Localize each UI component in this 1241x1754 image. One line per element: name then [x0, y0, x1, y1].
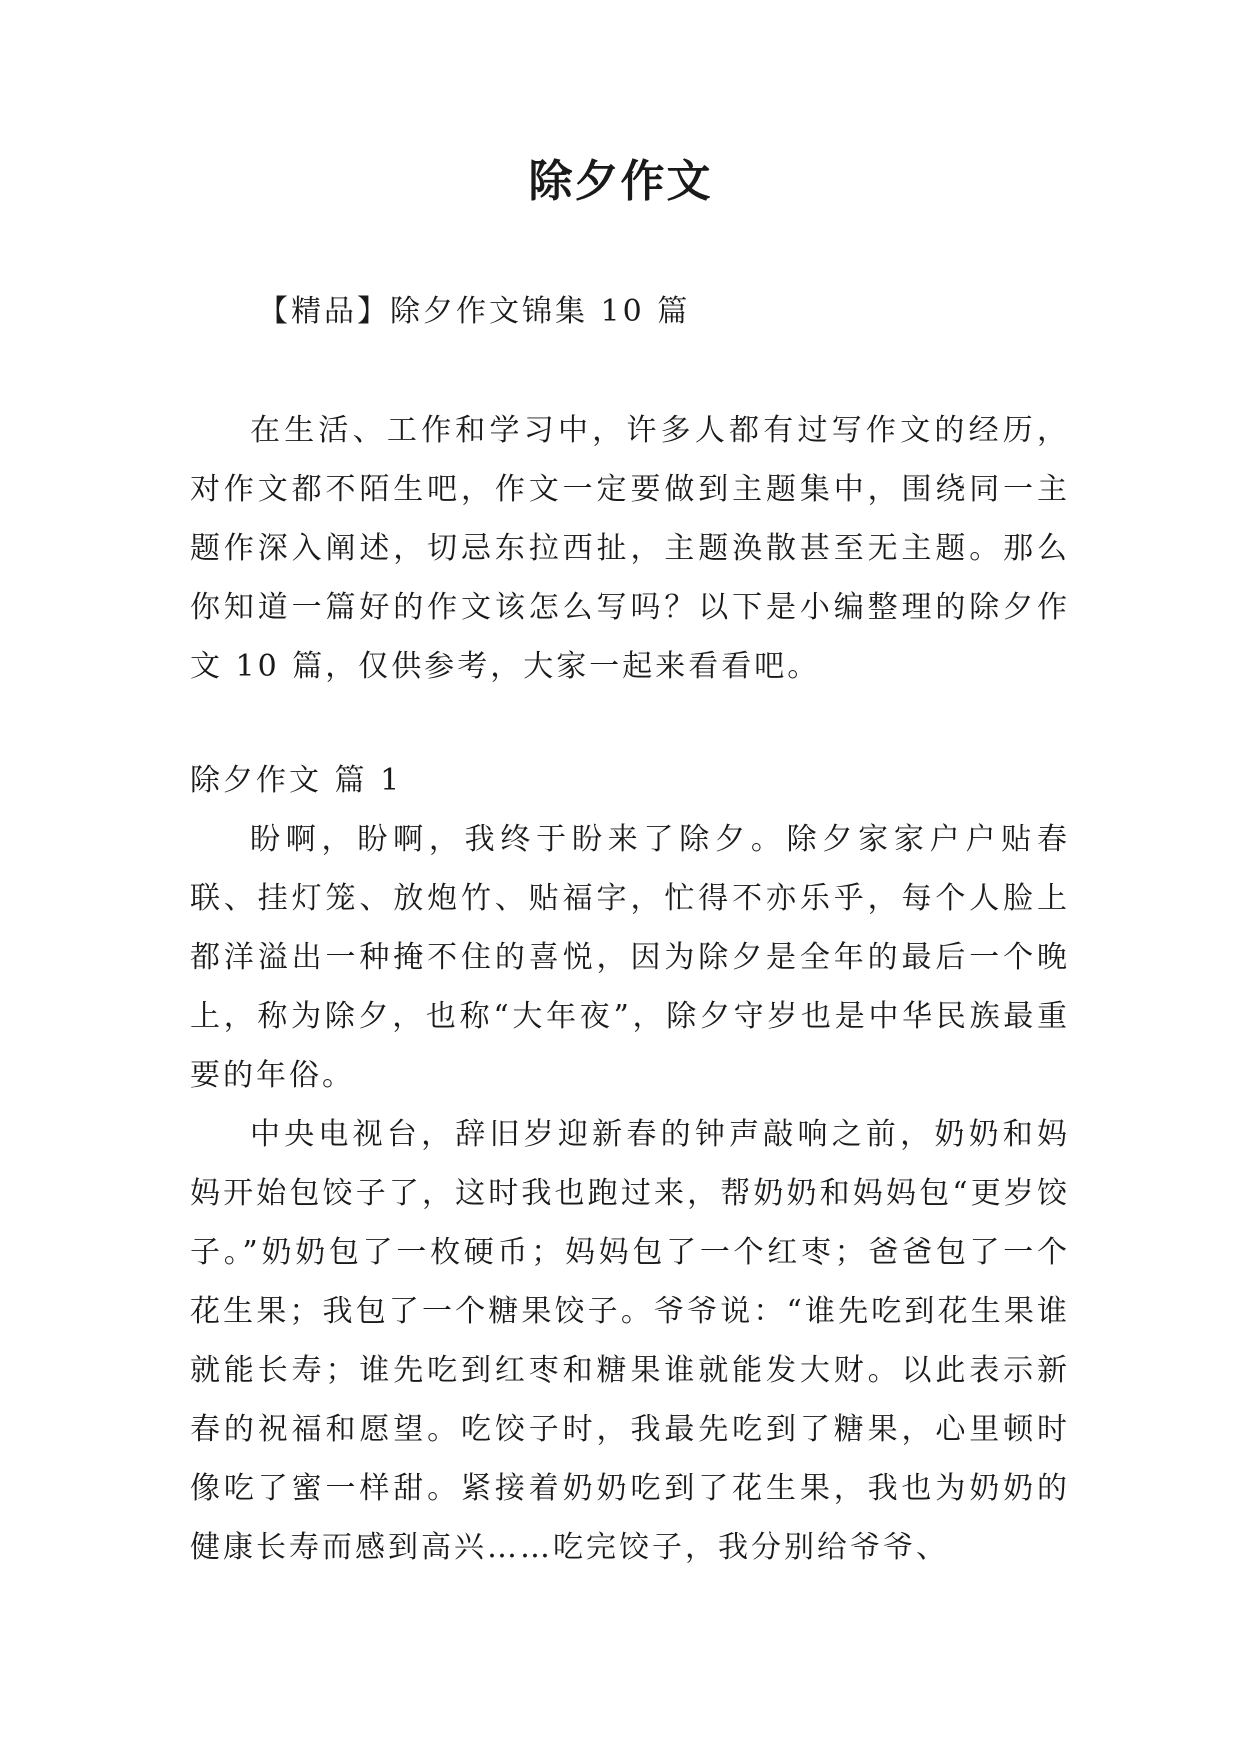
document-title: 除夕作文: [528, 156, 713, 207]
intro-section: [190, 401, 1070, 696]
section-1-body: [190, 810, 1070, 1577]
intro-paragraph: 在生活、工作和学习中，许多人都有过写作文的经历，对作文都不陌生吧，作文一定要做到主题集中，围绕同一主题作深入阐述，切忌东拉西扯，主题涣散甚至无主题。那么你知道一篇好的作文该怎么写吗？以下是小编整理的除夕作文 10 篇，仅供参考，大家一起来看看吧。: [190, 413, 1070, 684]
section-1-paragraph-2: 中央电视台，辞旧岁迎新春的钟声敲响之前，奶奶和妈妈开始包饺子了，这时我也跑过来，帮奶奶和妈妈包“更岁饺子。”奶奶包了一枚硬币；妈妈包了一个红枣；爸爸包了一个花生果；我包了一个糖果饺子。爷爷说：“谁先吃到花生果谁就能长寿；谁先吃到红枣和糖果谁就能发大财。以此表示新春的祝福和愿望。吃饺子时，我最先吃到了糖果，心里顿时像吃了蜜一样甜。紧接着奶奶吃到了花生果，我也为奶奶的健康长寿而感到高兴……吃完饺子，我分别给爷爷、: [190, 1117, 1070, 1565]
section-heading: 除夕作文 篇 1: [190, 763, 403, 798]
document-subtitle: 【精品】除夕作文锦集 10 篇: [258, 294, 691, 329]
section-1-paragraph-1: 盼啊，盼啊，我终于盼来了除夕。除夕家家户户贴春联、挂灯笼、放炮竹、贴福字，忙得不亦乐乎，每个人脸上都洋溢出一种掩不住的喜悦，因为除夕是全年的最后一个晚上，称为除夕，也称“大年夜”，除夕守岁也是中华民族最重要的年俗。: [190, 822, 1070, 1093]
